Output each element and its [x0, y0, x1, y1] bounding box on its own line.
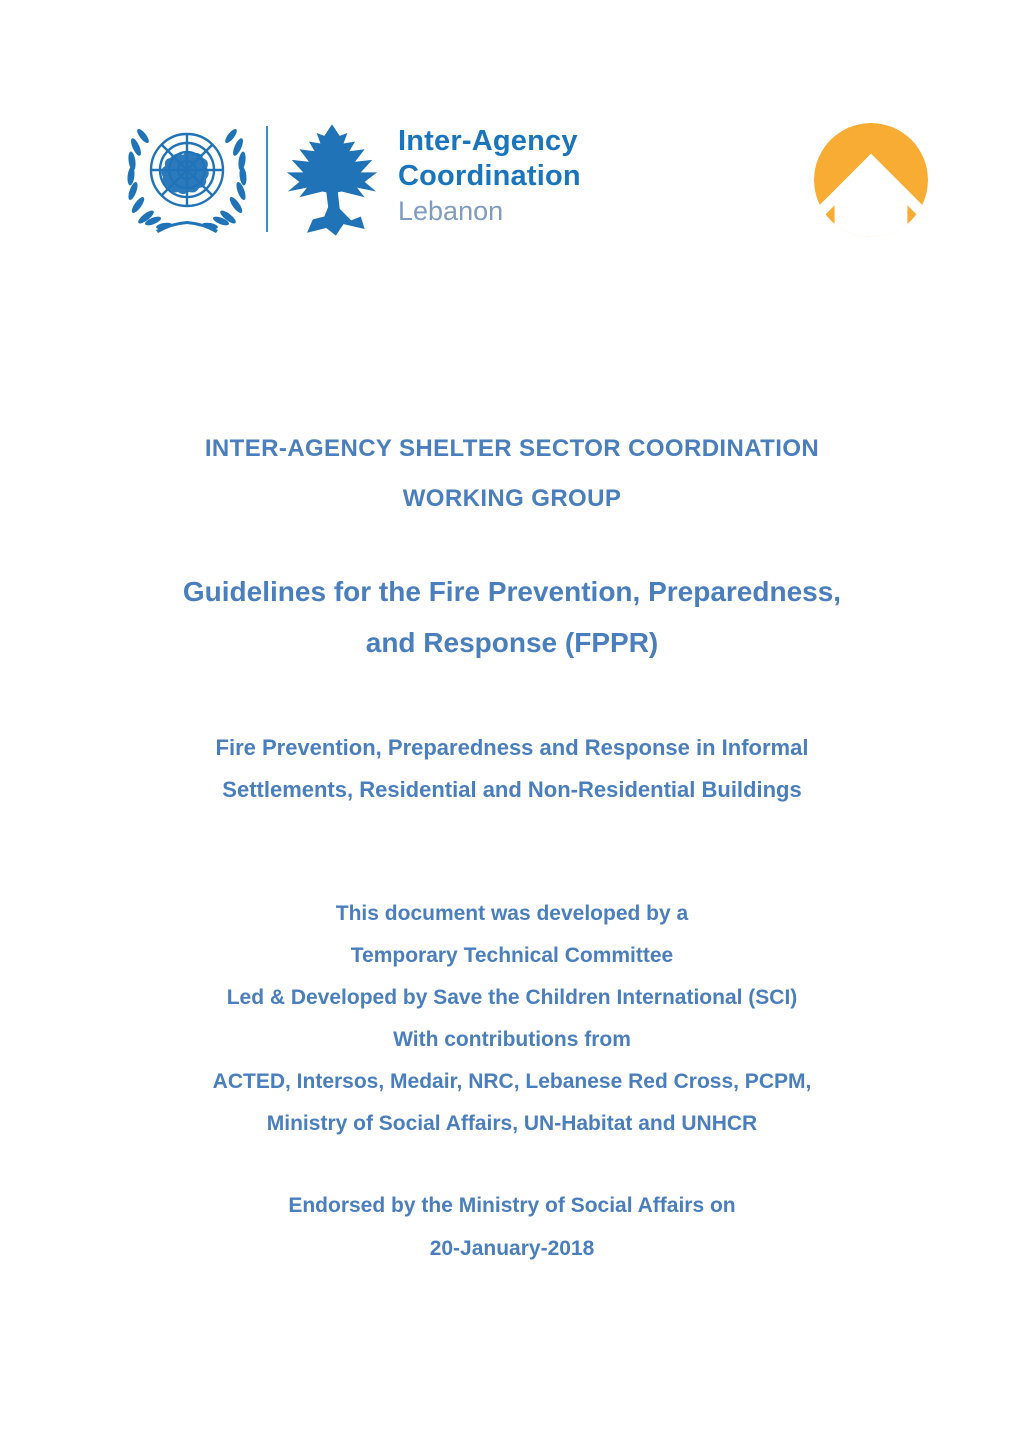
- credits-line: Ministry of Social Affairs, UN-Habitat and UNHCR: [266, 1112, 758, 1135]
- credits-line: ACTED, Intersos, Medair, NRC, Lebanese Red Cross, PCPM,: [212, 1070, 812, 1093]
- credits-line: Temporary Technical Committee: [350, 944, 674, 967]
- document-title: [0, 566, 1024, 668]
- heading-line-1: INTER-AGENCY SHELTER SECTOR COORDINATION: [204, 435, 820, 462]
- title-line-2: and Response (FPPR): [365, 627, 659, 658]
- endorsement-line: Endorsed by the Ministry of Social Affairs on: [288, 1194, 736, 1217]
- un-emblem-icon: [122, 118, 252, 242]
- title-line-1: Guidelines for the Fire Prevention, Preparedness,: [182, 576, 842, 607]
- subtitle-line-2: Settlements, Residential and Non-Residential Buildings: [222, 777, 802, 802]
- inter-agency-coordination-logo: [122, 118, 581, 242]
- endorsement-block: [0, 1184, 1024, 1270]
- shelter-cluster-icon: [812, 121, 930, 239]
- cedar-tree-icon: [284, 118, 380, 242]
- credits-line: This document was developed by a: [335, 902, 689, 925]
- heading-line-2: WORKING GROUP: [402, 485, 622, 512]
- credits-line: Led & Developed by Save the Children International (SCI): [226, 986, 798, 1009]
- logo-text-coordination: Coordination: [398, 160, 581, 192]
- document-subtitle: [0, 727, 1024, 811]
- credits-block: [0, 893, 1024, 1145]
- header-logos: [122, 118, 930, 242]
- logo-divider: [266, 126, 268, 232]
- subtitle-line-1: Fire Prevention, Preparedness and Response in Informal: [215, 735, 809, 760]
- working-group-heading: [0, 424, 1024, 524]
- endorsement-date: 20-January-2018: [429, 1237, 595, 1260]
- logo-text-lebanon: Lebanon: [398, 196, 504, 226]
- credits-line: With contributions from: [393, 1028, 631, 1051]
- logo-text-inter-agency: Inter-Agency: [398, 125, 578, 157]
- logo-wordmark: [398, 124, 581, 229]
